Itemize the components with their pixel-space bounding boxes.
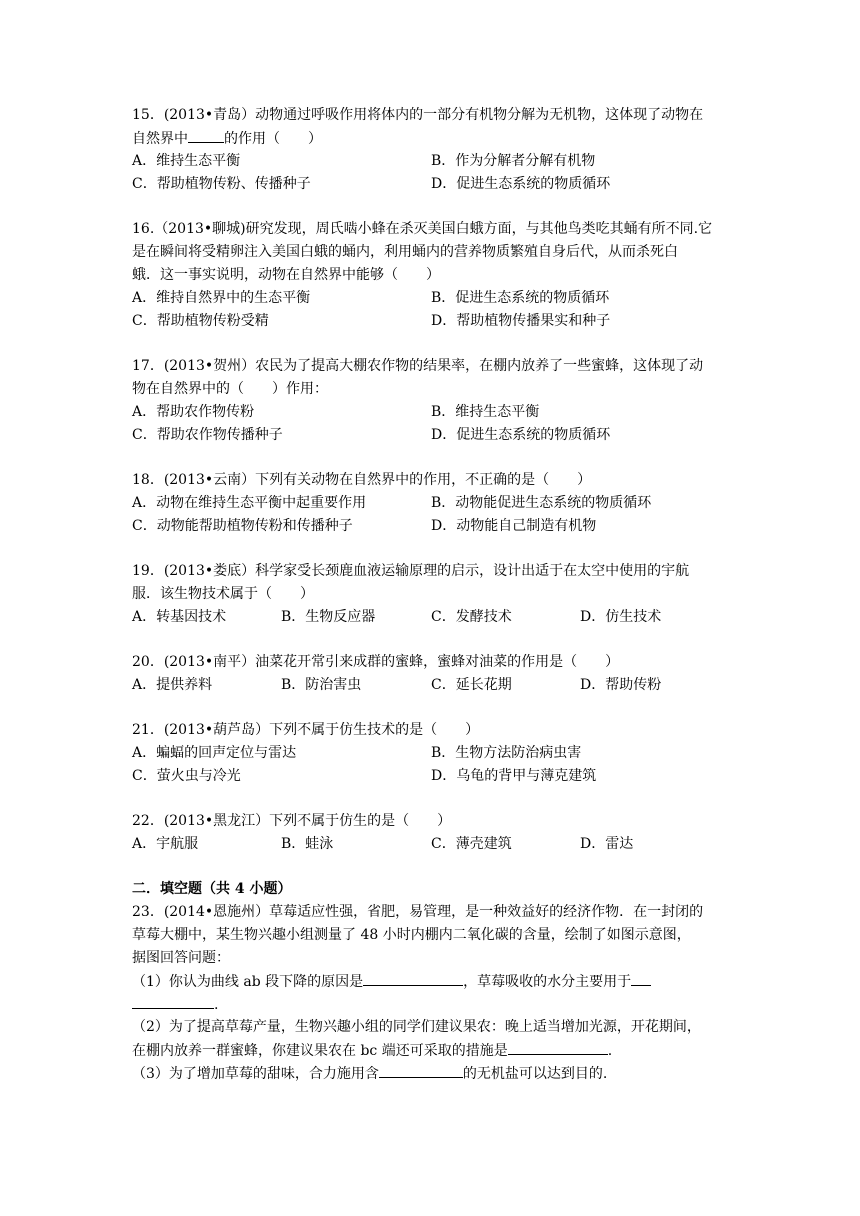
- option-b: B．生物反应器: [281, 609, 376, 625]
- part-1-text-a: （1）你认为曲线 ab 段下降的原因是: [132, 974, 364, 990]
- question-15-text-b: 的作用（ ）: [224, 131, 322, 147]
- option-a: A．维持生态平衡: [132, 153, 241, 169]
- option-a: A．提供养料: [132, 677, 213, 693]
- answer-blank: [188, 128, 224, 143]
- section-title: 二．填空题（共 4 小题）: [132, 881, 292, 897]
- question-18-line-1: 18．(2013•云南）下列有关动物在自然界中的作用，不正确的是（ ）: [132, 472, 592, 488]
- question-22-line-1: 22．(2013•黑龙江）下列不属于仿生的是（ ）: [132, 813, 452, 829]
- question-21-line-1: 21．(2013•葫芦岛）下列不属于仿生技术的是（ ）: [132, 722, 480, 738]
- option-c: C．延长花期: [431, 677, 512, 693]
- option-b: B．动物能促进生态系统的物质循环: [431, 495, 652, 511]
- option-c: C．薄壳建筑: [431, 836, 512, 852]
- option-b: B．生物方法防治病虫害: [431, 745, 582, 761]
- answer-blank: [363, 971, 463, 986]
- option-d: D．促进生态系统的物质循环: [431, 427, 611, 443]
- question-23-part-2-line-2: [132, 1040, 612, 1061]
- option-b: B．作为分解者分解有机物: [431, 153, 596, 169]
- question-23-line-3: 据图回答问题：: [132, 950, 230, 966]
- question-15-line-1: 15．(2013•青岛）动物通过呼吸作用将体内的一部分有机物分解为无机物，这体现了动物在: [132, 107, 704, 123]
- option-b: B．防治害虫: [281, 677, 362, 693]
- question-20-line-1: 20．(2013•南平）油菜花开常引来成群的蜜蜂，蜜蜂对油菜的作用是（ ）: [132, 654, 620, 670]
- option-b: B．维持生态平衡: [431, 404, 540, 420]
- option-c: C．帮助农作物传播种子: [132, 427, 283, 443]
- part-2-text-a: 在棚内放养一群蜜蜂，你建议果农在 bc 端还可采取的措施是: [132, 1043, 508, 1059]
- option-b: B．蛙泳: [281, 836, 334, 852]
- option-c: C．发酵技术: [431, 609, 512, 625]
- option-a: A．宇航服: [132, 836, 199, 852]
- part-2-text-b: .: [607, 1043, 613, 1059]
- question-16-line-3: 蛾．这一事实说明，动物在自然界中能够（ ）: [132, 267, 440, 283]
- option-d: D．帮助植物传播果实和种子: [431, 313, 611, 329]
- option-c: C．动物能帮助植物传粉和传播种子: [132, 518, 353, 534]
- question-23-part-3: [132, 1063, 607, 1084]
- question-19-line-1: 19．(2013•娄底）科学家受长颈鹿血液运输原理的启示，设计出适于在太空中使用的宇航: [132, 563, 690, 579]
- option-a: A．帮助农作物传粉: [132, 404, 255, 420]
- option-d: D．乌龟的背甲与薄克建筑: [431, 768, 597, 784]
- question-23-part-1: [132, 971, 651, 992]
- question-17-line-2: 物在自然界中的（ ）作用：: [132, 381, 328, 397]
- answer-blank: [508, 1040, 608, 1055]
- option-a: A．蝙蝠的回声定位与雷达: [132, 745, 297, 761]
- option-d: D．促进生态系统的物质循环: [431, 176, 611, 192]
- question-15-text-a: 自然界中: [132, 131, 188, 147]
- answer-blank: [631, 971, 651, 986]
- question-19-line-2: 服．该生物技术属于（ ）: [132, 586, 314, 602]
- option-a: A．动物在维持生态平衡中起重要作用: [132, 495, 367, 511]
- question-15-line-2: [132, 128, 322, 149]
- option-c: C．萤火虫与冷光: [132, 768, 241, 784]
- question-23-part-2-line-1: （2）为了提高草莓产量，生物兴趣小组的同学们建议果农：晚上适当增加光源，开花期间，: [132, 1019, 701, 1035]
- option-c: C．帮助植物传粉、传播种子: [132, 176, 311, 192]
- option-a: A．转基因技术: [132, 609, 227, 625]
- option-d: D．仿生技术: [580, 609, 662, 625]
- part-1-text-c: .: [214, 997, 219, 1013]
- answer-blank: [132, 994, 214, 1009]
- option-a: A．维持自然界中的生态平衡: [132, 290, 311, 306]
- part-1-text-b: ，草莓吸收的水分主要用于: [463, 974, 632, 990]
- answer-blank: [379, 1063, 463, 1078]
- question-23-line-2: 草莓大棚中，某生物兴趣小组测量了 48 小时内棚内二氧化碳的含量，绘制了如图示意图，: [132, 927, 691, 943]
- question-23-line-1: 23．(2014•恩施州）草莓适应性强，省肥，易管理，是一种效益好的经济作物．在一封闭的: [132, 904, 704, 920]
- option-b: B．促进生态系统的物质循环: [431, 290, 610, 306]
- option-d: D．帮助传粉: [580, 677, 662, 693]
- question-16-line-1: 16.（2013•聊城)研究发现，周氏啮小蜂在杀灭美国白蛾方面，与其他鸟类吃其蛹有所不同.它: [132, 221, 713, 237]
- part-3-text-b: 的无机盐可以达到目的.: [462, 1066, 608, 1082]
- option-c: C．帮助植物传粉受精: [132, 313, 269, 329]
- part-3-text-a: （3）为了增加草莓的甜味，合力施用含: [132, 1066, 379, 1082]
- question-16-line-2: 是在瞬间将受精卵注入美国白蛾的蛹内，利用蛹内的营养物质繁殖自身后代，从而杀死白: [132, 244, 678, 260]
- option-d: D．雷达: [580, 836, 634, 852]
- option-d: D．动物能自己制造有机物: [431, 518, 597, 534]
- question-17-line-1: 17．(2013•贺州）农民为了提高大棚农作物的结果率，在棚内放养了一些蜜蜂，这体现了动: [132, 358, 704, 374]
- question-23-part-1-cont: [132, 994, 218, 1015]
